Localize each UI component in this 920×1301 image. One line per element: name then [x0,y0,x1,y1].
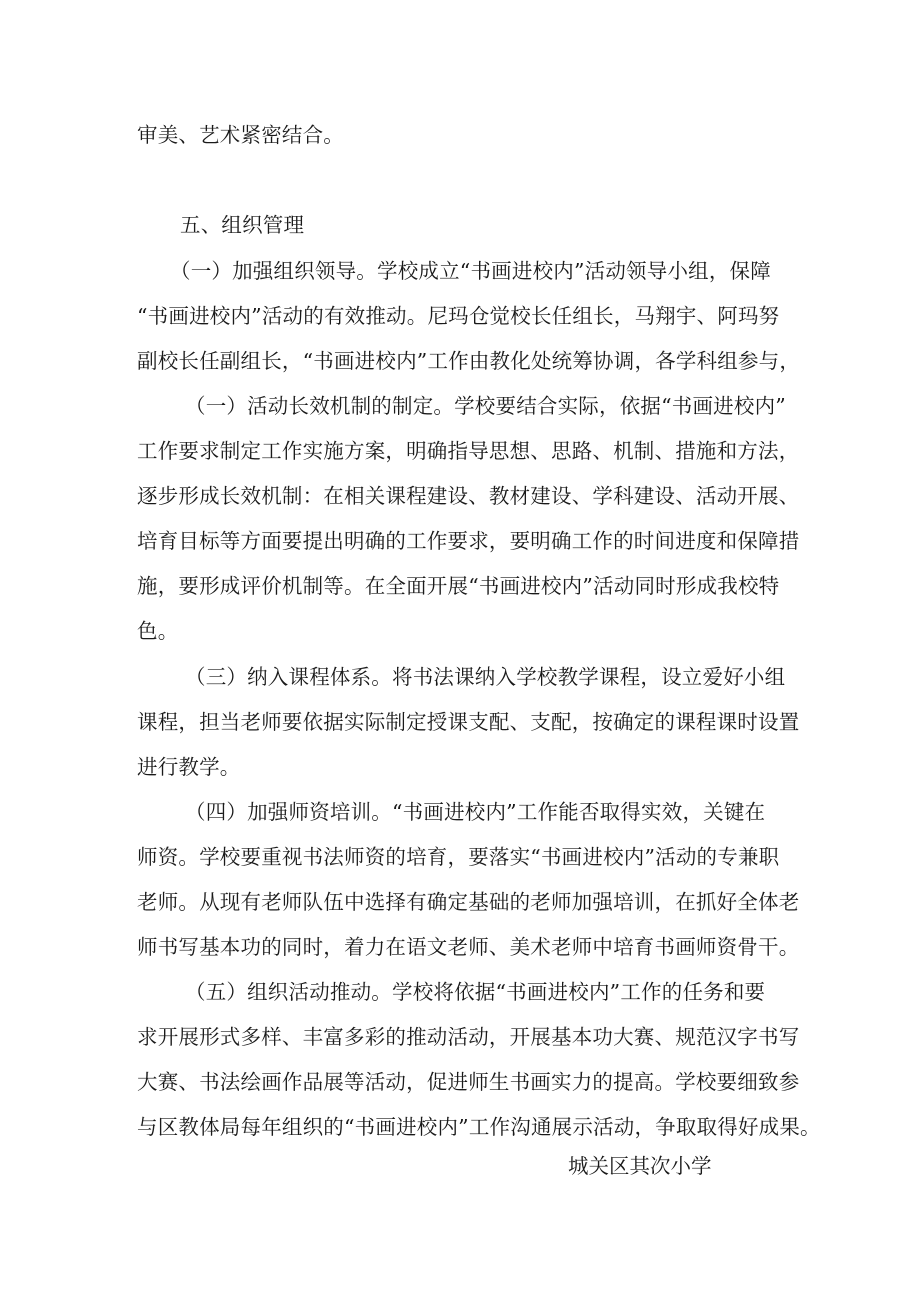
text-line: 逐步形成长效机制：在相关课程建设、教材建设、学科建设、活动开展、 [137,484,800,508]
text-line: 求开展形式多样、丰富多彩的推动活动，开展基本功大赛、规范汉字书写 [137,1025,800,1049]
text-line: 与区教体局每年组织的“书画进校内”工作沟通展示活动，争取取得好成果。 [137,1115,821,1139]
text-line: （四）加强师资培训。“书画进校内”工作能否取得实效，关键在 [185,800,766,824]
text-line: 师书写基本功的同时，着力在语文老师、美术老师中培育书画师资骨干。 [137,935,800,959]
text-line: （三）纳入课程体系。将书法课纳入学校教学课程，设立爱好小组 [185,665,786,689]
text-line: 审美、艺术紧密结合。 [137,123,344,147]
text-line: 培育目标等方面要提出明确的工作要求，要明确工作的时间进度和保障措 [137,529,800,553]
text-line: 课程，担当老师要依据实际制定授课支配、支配，按确定的课程课时设置 [137,710,800,734]
signature: 城关区其次小学 [568,1154,712,1178]
text-line: 色。 [137,619,179,643]
text-line: 施，要形成评价机制等。在全面开展“书画进校内”活动同时形成我校特 [137,574,780,598]
text-line: “书画进校内”活动的有效推动。尼玛仓觉校长任组长，马翔宇、阿玛努 [137,304,780,328]
text-line: 大赛、书法绘画作品展等活动，促进师生书画实力的提高。学校要细致参 [137,1070,800,1094]
text-line: （一）活动长效机制的制定。学校要结合实际，依据“书画进校内” [185,394,786,418]
text-line: （五）组织活动推动。学校将依据“书画进校内”工作的任务和要 [185,980,766,1004]
section-heading: 五、组织管理 [180,213,305,237]
text-line: 进行教学。 [137,755,241,779]
text-line: 老师。从现有老师队伍中选择有确定基础的老师加强培训，在抓好全体老 [137,890,800,914]
text-line: （一）加强组织领导。学校成立“书画进校内”活动领导小组，保障 [170,259,771,283]
text-line: 副校长任副组长，“书画进校内”工作由教化处统筹协调，各学科组参与， [137,349,801,373]
text-line: 师资。学校要重视书法师资的培育，要落实“书画进校内”活动的专兼职 [137,845,780,869]
text-line: 工作要求制定工作实施方案，明确指导思想、思路、机制、措施和方法， [137,439,800,463]
